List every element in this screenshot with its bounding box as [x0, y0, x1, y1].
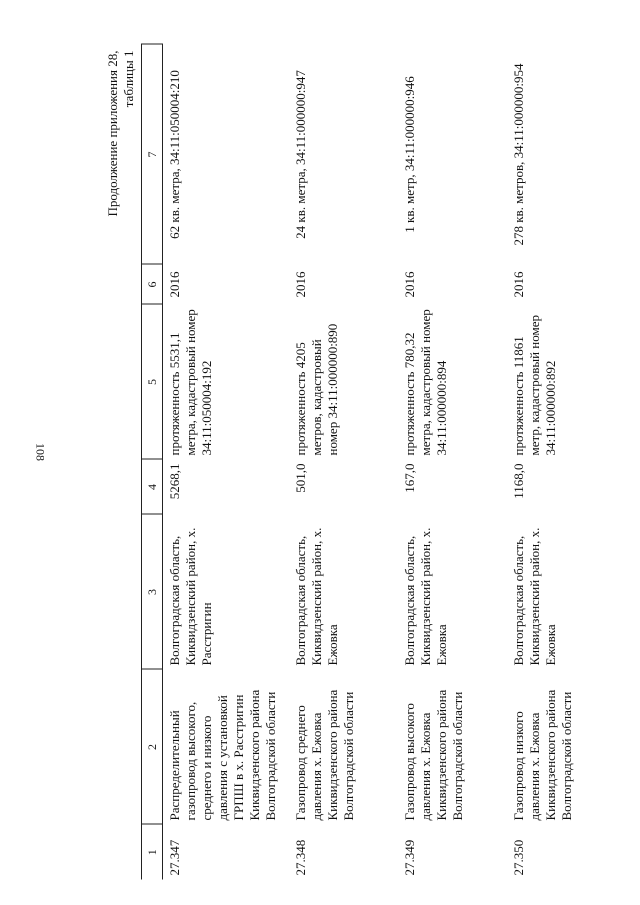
column-header-4: 4: [142, 460, 163, 515]
object-value: 501,0: [293, 463, 308, 493]
land-plot: 278 кв. метров, 34:11:000000:954: [511, 63, 526, 246]
row-number: 27.349: [402, 839, 417, 876]
object-year: 2016: [167, 271, 182, 298]
table-row: [398, 45, 507, 880]
object-year: 2016: [511, 271, 526, 298]
column-header-7: 7: [142, 45, 163, 265]
continuation-caption: [105, 45, 141, 880]
object-name: Газопровод низкого давления х. Ежовка Киквидзенского района Волгоградской области: [511, 689, 574, 821]
table-row: [163, 45, 290, 880]
object-characteristics: протяженность 4205 метров, кадастровый номер 34:11:000000:890: [293, 323, 340, 456]
object-characteristics: протяженность 5531,1 метра, кадастровый номер 34:11:050004:192: [167, 309, 214, 456]
rotated-table-block: [105, 45, 575, 880]
object-year: 2016: [293, 271, 308, 298]
land-plot: 62 кв. метра, 34:11:050004:210: [167, 70, 182, 239]
row-number: 27.350: [511, 839, 526, 876]
object-name: Газопровод высокого давления х. Ежовка Киквидзенского района Волгоградской области: [402, 689, 465, 821]
object-year: 2016: [402, 271, 417, 298]
column-header-2: 2: [142, 670, 163, 825]
row-number: 27.348: [293, 839, 308, 876]
land-plot: 24 кв. метра, 34:11:000000:947: [293, 70, 308, 239]
object-characteristics: протяженность 780,32 метра, кадастровый номер 34:11:000000:894: [402, 309, 449, 456]
table-row: [507, 45, 616, 880]
column-header-6: 6: [142, 265, 163, 305]
land-plot: 1 кв. метр, 34:11:000000:946: [402, 76, 417, 233]
object-address: Волгоградская область, Киквидзенский район, х. Ежовка: [402, 527, 449, 666]
column-number-row: [142, 45, 163, 880]
object-address: Волгоградская область, Киквидзенский район, х. Ежовка: [511, 527, 558, 666]
object-name: Распределительный газопровод высокого, среднего и низкого давления с установкой ГРПШ в х. Расстригин Киквидзенского района Волгоградской области: [167, 689, 278, 821]
object-name: Газопровод среднего давления х. Ежовка Киквидзенского района Волгоградской области: [293, 689, 356, 821]
object-value: 1168,0: [511, 463, 526, 499]
table-row: [289, 45, 398, 880]
property-table: [141, 44, 616, 880]
column-header-5: 5: [142, 305, 163, 460]
column-header-1: 1: [142, 825, 163, 880]
object-address: Волгоградская область, Киквидзенский район, х. Расстригин: [167, 527, 214, 666]
object-value: 5268,1: [167, 463, 182, 500]
continuation-line-2: таблицы 1: [121, 50, 136, 108]
column-header-3: 3: [142, 515, 163, 670]
object-value: 167,0: [402, 463, 417, 493]
object-characteristics: протяженность 11861 метр, кадастровый номер 34:11:000000:892: [511, 314, 558, 456]
continuation-line-1: Продолжение приложения 28,: [105, 50, 120, 217]
row-number: 27.347: [167, 839, 182, 876]
object-address: Волгоградская область, Киквидзенский район, х. Ежовка: [293, 527, 340, 666]
page-number: 108: [33, 443, 48, 461]
